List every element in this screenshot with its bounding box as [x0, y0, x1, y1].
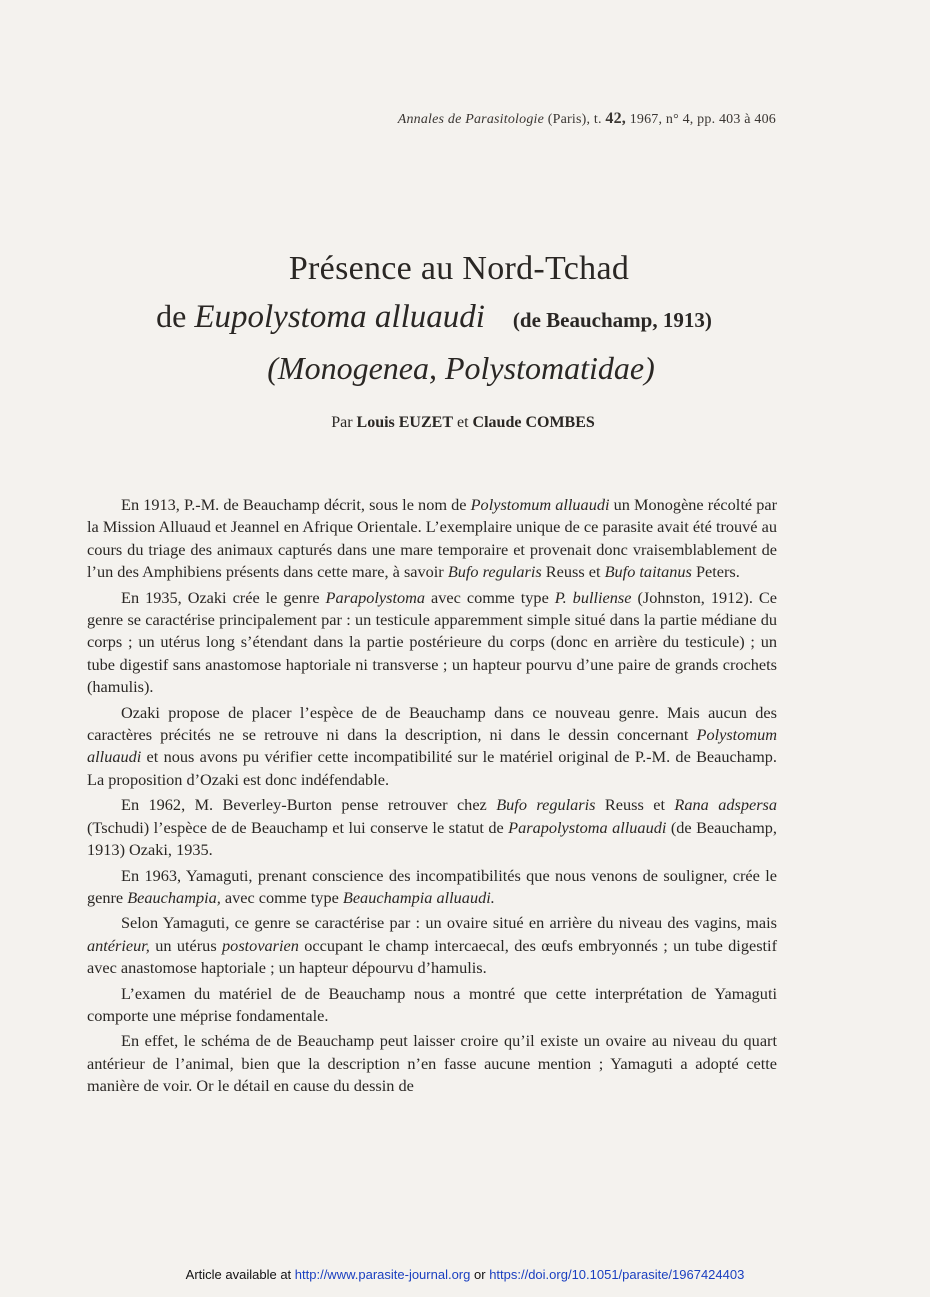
journal-city: (Paris), t. — [547, 112, 602, 127]
paragraph-text: et nous avons pu vérifier cette incompatibilité sur le matériel original de P.-M. de Beauchamp. La proposition d’Ozaki est donc indéfendable. — [87, 747, 777, 789]
title-line-1: Présence au Nord-Tchad — [288, 250, 630, 287]
title-line-2 — [0, 292, 930, 344]
paragraph-text: (de Beauchamp, 1913) Ozaki, 1935. — [87, 817, 777, 860]
author-1: Louis EUZET — [356, 414, 453, 431]
paragraph-text: Peters. — [691, 562, 740, 582]
title-authority: (de Beauchamp, 1913) — [512, 308, 712, 332]
title-species: Eupolystoma alluaudi — [194, 299, 485, 335]
byline-par: Par — [331, 414, 353, 431]
paragraph-text: En 1963, Yamaguti, prenant conscience des incompatibilités que nous venons de souligner, crée le genre — [87, 865, 777, 907]
body-paragraph — [87, 702, 777, 792]
journal-name: Annales de Parasitologie — [397, 112, 545, 127]
article-body — [87, 494, 777, 1098]
doi-link[interactable]: https://doi.org/10.1051/parasite/1967424403 — [489, 1267, 745, 1282]
paragraph-text: En 1913, P.-M. de Beauchamp décrit, sous le nom de — [121, 495, 471, 514]
footer — [0, 1267, 930, 1282]
italic-term: Beauchampia, — [127, 887, 221, 907]
body-paragraph — [87, 494, 777, 584]
italic-term: Bufo regularis — [496, 795, 596, 815]
paragraph-text: avec comme type — [220, 887, 343, 907]
author-2: Claude COMBES — [472, 414, 595, 431]
paragraph-text: un Monogène récolté par la Mission Alluaud et Jeannel en Afrique Orientale. L’exemplaire unique de ce parasite avait été trouvé au cours du triage des animaux capturés dans une mare temporaire et provenait donc vraisemblablement de l’un des Amphibiens présents dans cette mare, à savoir — [87, 495, 777, 582]
body-paragraph — [87, 587, 777, 699]
paragraph-text: L’examen du matériel de de Beauchamp nous a montré que cette interprétation de Yamaguti comporte une méprise fondamentale. — [87, 983, 777, 1025]
italic-term: antérieur, — [87, 935, 150, 955]
paragraph-text: En 1962, M. Beverley-Burton pense retrouver chez — [121, 795, 497, 815]
italic-term: Bufo regularis — [447, 562, 542, 582]
italic-term: P. bulliense — [554, 587, 632, 607]
paragraph-text: En effet, le schéma de de Beauchamp peut laisser croire qu’il existe un ovaire au niveau du quart antérieur de l’animal, bien que la description n’en fasse aucune mention ; Yamaguti a adopté cette manière de voir. Or le détail en cause du dessin de — [87, 1031, 777, 1096]
paragraph-text: (Johnston, 1912). Ce genre se caractérise principalement par : un testicule apparemment simple situé dans la partie médiane du corps ; un utérus long s’étendant dans la partie postérieure du corps (donc en arrière du testicule) ; un tube digestif sans anastomose haptoriale ni transverse ; un hapteur pourvu d’une paire de grands crochets (hamulis). — [87, 587, 777, 697]
journal-issue: 1967, n° 4, pp. 403 à 406 — [629, 112, 776, 127]
body-paragraph — [87, 983, 777, 1028]
journal-volume: 42, — [605, 110, 626, 127]
article-title — [0, 246, 930, 392]
paragraph-text: Reuss et — [595, 795, 675, 815]
italic-term: Polystomum alluaudi — [470, 495, 610, 514]
journal-link[interactable]: http://www.parasite-journal.org — [294, 1267, 471, 1282]
footer-or: or — [474, 1267, 486, 1282]
paragraph-text: avec comme type — [425, 587, 555, 607]
journal-header — [398, 110, 776, 128]
italic-term: postovarien — [222, 935, 299, 955]
italic-term: Parapolystoma alluaudi — [508, 817, 667, 837]
italic-term: Rana adspersa — [674, 795, 778, 815]
italic-term: Parapolystoma — [325, 587, 426, 607]
italic-term: Bufo taitanus — [604, 562, 692, 582]
paragraph-text: En 1935, Ozaki crée le genre — [121, 587, 326, 607]
paragraph-text: occupant le champ intercaecal, des œufs embryonnés ; un tube digestif avec anastomose haptoriale ; un hapteur dépourvu d’hamulis. — [87, 935, 778, 978]
paragraph-text: (Tschudi) l’espèce de de Beauchamp et lui conserve le statut de — [87, 817, 509, 837]
paragraph-text: Selon Yamaguti, ce genre se caractérise par : un ovaire situé en arrière du niveau des vagins, mais — [121, 913, 777, 933]
paragraph-text: un utérus — [149, 935, 223, 955]
byline — [0, 414, 928, 432]
body-paragraph — [87, 794, 777, 861]
byline-et: et — [457, 414, 469, 431]
title-prefix: de — [156, 298, 187, 334]
footer-prefix: Article available at — [185, 1267, 292, 1282]
body-paragraph — [87, 865, 777, 910]
paragraph-text: Ozaki propose de placer l’espèce de de Beauchamp dans ce nouveau genre. Mais aucun des caractères précités ne se retrouve ni dans la description, ni dans le dessin concernant — [87, 702, 777, 745]
title-line-3: (Monogenea, Polystomatidae) — [267, 350, 655, 386]
body-paragraph — [87, 1030, 777, 1097]
italic-term: Polystomum alluaudi — [87, 725, 777, 767]
italic-term: Beauchampia alluaudi. — [342, 887, 495, 907]
paragraph-text: Reuss et — [541, 562, 605, 582]
body-paragraph — [87, 912, 777, 979]
